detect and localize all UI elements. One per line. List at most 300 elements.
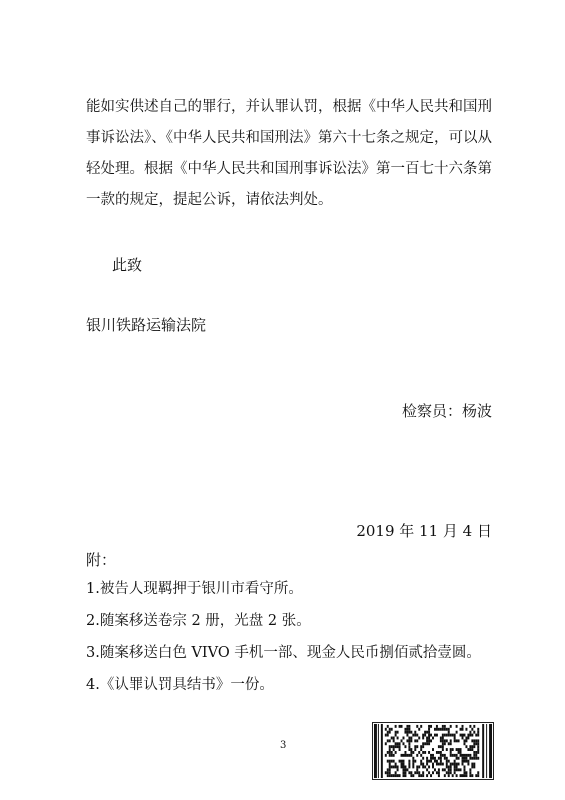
barcode-module (414, 760, 416, 763)
barcode-module (404, 768, 406, 771)
barcode-module (428, 731, 430, 734)
barcode-module (469, 734, 471, 737)
barcode-module (456, 754, 458, 757)
barcode-module (436, 760, 438, 763)
barcode-module (440, 757, 442, 760)
barcode-module (385, 771, 387, 774)
barcode-module (418, 771, 420, 774)
barcode-module (416, 739, 418, 742)
barcode-module (450, 734, 452, 737)
barcode-module (410, 739, 412, 742)
barcode-module (426, 757, 428, 760)
barcode-module (450, 768, 452, 771)
barcode-module (440, 728, 442, 731)
barcode-module (456, 748, 458, 751)
barcode-module (463, 768, 465, 771)
barcode-module (401, 754, 403, 757)
barcode-module (473, 757, 475, 760)
barcode-module (408, 728, 410, 731)
barcode-module (448, 731, 450, 734)
barcode-module (404, 745, 406, 748)
barcode-module (467, 748, 469, 751)
barcode-module (442, 745, 444, 748)
barcode-module (469, 771, 471, 774)
body-line: 事诉讼法》、《中华人民共和国刑法》第六十七条之规定，可以从 (86, 130, 492, 146)
barcode-module (473, 745, 475, 748)
barcode-module (465, 737, 467, 740)
barcode-module (438, 763, 440, 766)
barcode-module (403, 765, 405, 768)
barcode-module (426, 760, 428, 763)
barcode-module (454, 768, 456, 771)
barcode-module (454, 765, 456, 768)
barcode-module (408, 765, 410, 768)
barcode-module (442, 768, 444, 771)
barcode-module (401, 763, 403, 766)
barcode-module (399, 760, 401, 763)
barcode-module (454, 763, 456, 766)
barcode-module (393, 739, 395, 742)
barcode-module (469, 774, 471, 777)
barcode-module (440, 754, 442, 757)
barcode-module (446, 757, 448, 760)
barcode-module (471, 734, 473, 737)
barcode-module (397, 737, 399, 740)
barcode-module (422, 774, 424, 777)
barcode-module (428, 760, 430, 763)
barcode-module (404, 774, 406, 777)
barcode-module (458, 751, 460, 754)
barcode-module (385, 728, 387, 731)
barcode-guard-bar (486, 724, 487, 778)
barcode-module (473, 725, 475, 728)
barcode-module (452, 754, 454, 757)
barcode-module (444, 768, 446, 771)
annex-title: 附： (86, 551, 117, 569)
barcode-module (387, 734, 389, 737)
barcode-module (412, 763, 414, 766)
barcode-module (450, 751, 452, 754)
barcode-module (440, 751, 442, 754)
barcode-module (465, 728, 467, 731)
barcode-module (393, 760, 395, 763)
document-date: 2019 年 11 月 4 日 (356, 522, 492, 540)
barcode-module (403, 737, 405, 740)
barcode-module (434, 757, 436, 760)
barcode-module (428, 734, 430, 737)
barcode-module (448, 768, 450, 771)
barcode-module (418, 737, 420, 740)
barcode-module (438, 728, 440, 731)
barcode-module (450, 739, 452, 742)
barcode-module (458, 768, 460, 771)
barcode-module (430, 739, 432, 742)
barcode-module (473, 763, 475, 766)
barcode-module (460, 734, 462, 737)
barcode-module (397, 745, 399, 748)
barcode-module (408, 742, 410, 745)
barcode-module (401, 760, 403, 763)
barcode-module (446, 771, 448, 774)
barcode-module (397, 774, 399, 777)
barcode-module (462, 774, 464, 777)
barcode-module (456, 763, 458, 766)
barcode-module (428, 725, 430, 728)
barcode-module (448, 734, 450, 737)
barcode-guard-bar (489, 724, 492, 778)
salutation: 此致 (112, 256, 143, 274)
barcode-module (475, 751, 477, 754)
barcode-module (426, 768, 428, 771)
barcode-module (450, 763, 452, 766)
barcode-module (391, 765, 393, 768)
barcode-module (440, 739, 442, 742)
barcode-module (467, 754, 469, 757)
barcode-module (397, 742, 399, 745)
barcode-module (454, 737, 456, 740)
barcode-module (460, 728, 462, 731)
barcode-module (416, 745, 418, 748)
barcode-module (426, 739, 428, 742)
barcode-module (406, 754, 408, 757)
barcode-module (430, 760, 432, 763)
barcode-module (428, 728, 430, 731)
barcode-module (463, 757, 465, 760)
barcode-module (471, 748, 473, 751)
body-line: 一款的规定，提起公诉，请依法判处。 (86, 192, 333, 208)
barcode-module (452, 763, 454, 766)
barcode-module (450, 742, 452, 745)
barcode-module (460, 751, 462, 754)
barcode-module (436, 728, 438, 731)
barcode-module (444, 754, 446, 757)
barcode-module (467, 763, 469, 766)
barcode-module (393, 745, 395, 748)
barcode-module (399, 774, 401, 777)
barcode-module (444, 734, 446, 737)
barcode-module (462, 734, 464, 737)
barcode-guard-bar (378, 724, 379, 778)
barcode-module (436, 763, 438, 766)
barcode-module (387, 751, 389, 754)
barcode-module (458, 757, 460, 760)
barcode-module (469, 731, 471, 734)
barcode-module (391, 754, 393, 757)
barcode-module (456, 768, 458, 771)
barcode-guard-bar (374, 724, 377, 778)
barcode-module (387, 760, 389, 763)
barcode-module (414, 748, 416, 751)
barcode-module (393, 774, 395, 777)
body-paragraph (86, 92, 498, 216)
barcode-module (438, 774, 440, 777)
barcode-module (426, 742, 428, 745)
barcode-module (456, 757, 458, 760)
barcode-module (450, 765, 452, 768)
barcode-module (399, 748, 401, 751)
barcode-module (424, 731, 426, 734)
barcode-module (426, 737, 428, 740)
barcode-module (393, 737, 395, 740)
barcode-module (446, 765, 448, 768)
barcode-module (426, 731, 428, 734)
barcode-module (428, 765, 430, 768)
barcode-module (387, 731, 389, 734)
barcode-module (467, 760, 469, 763)
barcode-module (475, 757, 477, 760)
barcode-module (471, 763, 473, 766)
barcode-module (430, 754, 432, 757)
recipient-court: 银川铁路运输法院 (86, 316, 207, 334)
barcode-module (438, 745, 440, 748)
barcode-module (424, 751, 426, 754)
barcode-module (477, 731, 479, 734)
barcode-module (412, 760, 414, 763)
barcode-module (442, 728, 444, 731)
barcode-module (454, 739, 456, 742)
barcode-module (389, 763, 391, 766)
barcode-module (446, 728, 448, 731)
barcode-module (446, 760, 448, 763)
barcode-module (385, 754, 387, 757)
barcode-module (452, 734, 454, 737)
annex-list (86, 578, 481, 706)
barcode-module (477, 771, 479, 774)
barcode-module (418, 751, 420, 754)
barcode-module (444, 739, 446, 742)
barcode-module (450, 725, 452, 728)
barcode-module (460, 774, 462, 777)
barcode-module (389, 745, 391, 748)
barcode-module (475, 734, 477, 737)
barcode-module (428, 739, 430, 742)
barcode-module (442, 739, 444, 742)
barcode-module (436, 734, 438, 737)
barcode-module (387, 774, 389, 777)
barcode-module (450, 771, 452, 774)
barcode-module (414, 771, 416, 774)
barcode-guard-bar (482, 724, 484, 778)
barcode-module (414, 731, 416, 734)
barcode-module (448, 742, 450, 745)
barcode-module (391, 774, 393, 777)
barcode-module (463, 742, 465, 745)
barcode-module (389, 771, 391, 774)
barcode-module (424, 734, 426, 737)
barcode-module (448, 728, 450, 731)
barcode-module (389, 731, 391, 734)
barcode-module (395, 731, 397, 734)
barcode-module (420, 763, 422, 766)
barcode-module (387, 768, 389, 771)
barcode-module (434, 760, 436, 763)
barcode-module (420, 725, 422, 728)
barcode-module (399, 725, 401, 728)
barcode-module (471, 774, 473, 777)
barcode-module (412, 734, 414, 737)
barcode-module (410, 737, 412, 740)
barcode-module (473, 731, 475, 734)
barcode-module (452, 774, 454, 777)
barcode-module (477, 757, 479, 760)
barcode-module (412, 751, 414, 754)
barcode-module (442, 763, 444, 766)
barcode-module (418, 774, 420, 777)
barcode-module (428, 737, 430, 740)
barcode-module (424, 765, 426, 768)
barcode-module (456, 774, 458, 777)
barcode-module (442, 748, 444, 751)
barcode-module (399, 742, 401, 745)
barcode-module (463, 739, 465, 742)
barcode-module (462, 728, 464, 731)
barcode-module (430, 757, 432, 760)
barcode-module (410, 731, 412, 734)
barcode-module (410, 771, 412, 774)
barcode-module (460, 748, 462, 751)
barcode-module (422, 765, 424, 768)
barcode-module (395, 765, 397, 768)
barcode-module (452, 748, 454, 751)
barcode-module (397, 731, 399, 734)
prosecutor-signature: 检察员：杨波 (401, 402, 492, 420)
barcode-module (465, 757, 467, 760)
barcode-module (393, 754, 395, 757)
barcode-module (477, 745, 479, 748)
barcode-module (438, 768, 440, 771)
barcode-module (473, 754, 475, 757)
barcode-module (410, 751, 412, 754)
barcode-module (430, 734, 432, 737)
barcode-module (428, 751, 430, 754)
barcode-module (403, 774, 405, 777)
barcode-module (403, 768, 405, 771)
barcode-module (477, 742, 479, 745)
barcode-module (475, 774, 477, 777)
barcode-module (395, 774, 397, 777)
barcode-module (406, 739, 408, 742)
barcode-module (473, 751, 475, 754)
barcode-module (387, 771, 389, 774)
barcode-module (418, 765, 420, 768)
barcode-module (395, 751, 397, 754)
barcode-module (432, 754, 434, 757)
barcode-module (422, 763, 424, 766)
barcode-module (420, 748, 422, 751)
barcode-module (387, 739, 389, 742)
barcode-module (463, 765, 465, 768)
barcode-module (446, 739, 448, 742)
barcode-module (477, 734, 479, 737)
barcode-module (410, 754, 412, 757)
barcode-module (401, 765, 403, 768)
barcode-module (475, 754, 477, 757)
barcode-module (477, 751, 479, 754)
barcode-module (463, 774, 465, 777)
barcode-module (442, 737, 444, 740)
barcode-module (471, 765, 473, 768)
barcode-module (422, 734, 424, 737)
barcode-module (389, 774, 391, 777)
2d-barcode-icon (372, 722, 494, 780)
barcode-module (471, 728, 473, 731)
barcode-module (399, 745, 401, 748)
barcode-module (436, 771, 438, 774)
barcode-module (446, 734, 448, 737)
barcode-module (401, 739, 403, 742)
barcode-module (391, 737, 393, 740)
barcode-module (463, 771, 465, 774)
barcode-module (448, 760, 450, 763)
barcode-module (406, 725, 408, 728)
barcode-module (404, 751, 406, 754)
barcode-module (412, 774, 414, 777)
barcode-module (442, 742, 444, 745)
barcode-module (469, 757, 471, 760)
barcode-module (406, 731, 408, 734)
barcode-module (401, 725, 403, 728)
barcode-module (442, 725, 444, 728)
barcode-module (446, 763, 448, 766)
barcode-module (440, 737, 442, 740)
barcode-module (422, 751, 424, 754)
barcode-module (475, 742, 477, 745)
barcode-module (389, 751, 391, 754)
barcode-module (404, 731, 406, 734)
barcode-module (408, 754, 410, 757)
barcode-module (436, 725, 438, 728)
barcode-module (434, 734, 436, 737)
barcode-module (389, 768, 391, 771)
barcode-module (456, 765, 458, 768)
barcode-module (416, 768, 418, 771)
barcode-module (448, 774, 450, 777)
barcode-module (385, 734, 387, 737)
barcode-module (456, 725, 458, 728)
barcode-module (440, 745, 442, 748)
barcode-module (404, 765, 406, 768)
barcode-module (458, 748, 460, 751)
barcode-module (444, 728, 446, 731)
barcode-module (408, 739, 410, 742)
barcode-module (422, 757, 424, 760)
barcode-module (412, 765, 414, 768)
barcode-module (404, 754, 406, 757)
barcode-module (408, 763, 410, 766)
barcode-module (463, 754, 465, 757)
barcode-module (467, 737, 469, 740)
barcode-module (469, 725, 471, 728)
barcode-module (389, 754, 391, 757)
barcode-module (440, 763, 442, 766)
barcode-module (475, 739, 477, 742)
barcode-module (389, 760, 391, 763)
barcode-module (403, 771, 405, 774)
barcode-module (397, 768, 399, 771)
barcode-module (408, 725, 410, 728)
barcode-module (428, 771, 430, 774)
barcode-module (462, 763, 464, 766)
page-number: 3 (280, 740, 287, 751)
barcode-module (406, 728, 408, 731)
barcode-module (397, 765, 399, 768)
barcode-module (432, 757, 434, 760)
barcode-module (391, 760, 393, 763)
barcode-module (473, 739, 475, 742)
barcode-module (432, 737, 434, 740)
barcode-module (403, 760, 405, 763)
barcode-module (416, 771, 418, 774)
